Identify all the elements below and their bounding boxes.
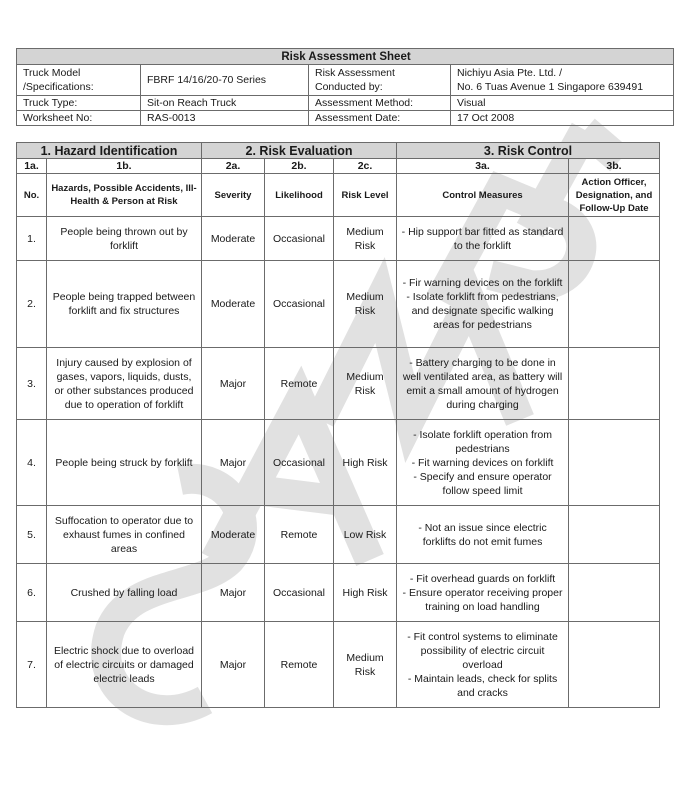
row-control-measures: - Battery charging to be done in well ventilated area, as battery will emit a small amount of hydrogen during charging bbox=[397, 348, 569, 420]
row-control-measures: - Fit overhead guards on forklift - Ensure operator receiving proper training on load handling bbox=[397, 564, 569, 622]
row-severity: Moderate bbox=[202, 261, 265, 348]
code-3a: 3a. bbox=[397, 159, 569, 174]
column-header-likelihood: Likelihood bbox=[265, 174, 334, 217]
row-action-officer bbox=[569, 622, 660, 708]
code-2c: 2c. bbox=[334, 159, 397, 174]
row-severity: Major bbox=[202, 348, 265, 420]
row-control-measures: - Fit control systems to eliminate possibility of electric circuit overload - Maintain leads, check for splits and cracks bbox=[397, 622, 569, 708]
row-severity: Moderate bbox=[202, 506, 265, 564]
worksheet-no-label: Worksheet No: bbox=[17, 111, 141, 126]
assessment-date-label: Assessment Date: bbox=[309, 111, 451, 126]
row-hazard: Suffocation to operator due to exhaust fumes in confined areas bbox=[47, 506, 202, 564]
row-action-officer bbox=[569, 261, 660, 348]
row-no: 3. bbox=[17, 348, 47, 420]
truck-type-value: Sit-on Reach Truck bbox=[141, 96, 309, 111]
row-severity: Major bbox=[202, 564, 265, 622]
row-likelihood: Occasional bbox=[265, 564, 334, 622]
row-hazard: People being struck by forklift bbox=[47, 420, 202, 506]
truck-type-label: Truck Type: bbox=[17, 96, 141, 111]
assessment-info-table bbox=[16, 48, 674, 126]
column-header-risk-level: Risk Level bbox=[334, 174, 397, 217]
row-likelihood: Remote bbox=[265, 506, 334, 564]
table-row bbox=[17, 261, 660, 348]
code-3b: 3b. bbox=[569, 159, 660, 174]
row-action-officer bbox=[569, 506, 660, 564]
worksheet-no-value: RAS-0013 bbox=[141, 111, 309, 126]
truck-model-value: FBRF 14/16/20-70 Series bbox=[141, 65, 309, 96]
code-1a: 1a. bbox=[17, 159, 47, 174]
row-no: 7. bbox=[17, 622, 47, 708]
row-hazard: Electric shock due to overload of electric circuits or damaged electric leads bbox=[47, 622, 202, 708]
row-likelihood: Occasional bbox=[265, 261, 334, 348]
assessment-method-value: Visual bbox=[451, 96, 674, 111]
row-risk-level: Medium Risk bbox=[334, 348, 397, 420]
row-hazard: Crushed by falling load bbox=[47, 564, 202, 622]
column-header-action-officer: Action Officer, Designation, and Follow-Up Date bbox=[569, 174, 660, 217]
conducted-by-value: Nichiyu Asia Pte. Ltd. / No. 6 Tuas Avenue 1 Singapore 639491 bbox=[451, 65, 674, 96]
assessment-date-value: 17 Oct 2008 bbox=[451, 111, 674, 126]
row-hazard: People being trapped between forklift and fix structures bbox=[47, 261, 202, 348]
table-row bbox=[17, 564, 660, 622]
row-no: 2. bbox=[17, 261, 47, 348]
row-action-officer bbox=[569, 564, 660, 622]
row-likelihood: Remote bbox=[265, 348, 334, 420]
table-row bbox=[17, 506, 660, 564]
truck-model-label: Truck Model /Specifications: bbox=[17, 65, 141, 96]
row-action-officer bbox=[569, 420, 660, 506]
row-control-measures: - Hip support bar fitted as standard to the forklift bbox=[397, 217, 569, 261]
assessment-method-label: Assessment Method: bbox=[309, 96, 451, 111]
row-control-measures: - Fir warning devices on the forklift - Isolate forklift from pedestrians, and designate specific walking areas for pedestrians bbox=[397, 261, 569, 348]
row-risk-level: Medium Risk bbox=[334, 622, 397, 708]
table-row bbox=[17, 217, 660, 261]
column-header-hazards: Hazards, Possible Accidents, Ill-Health & Person at Risk bbox=[47, 174, 202, 217]
table-row bbox=[17, 420, 660, 506]
sheet-title: Risk Assessment Sheet bbox=[17, 49, 674, 65]
row-risk-level: Medium Risk bbox=[334, 217, 397, 261]
row-control-measures: - Not an issue since electric forklifts do not emit fumes bbox=[397, 506, 569, 564]
row-likelihood: Remote bbox=[265, 622, 334, 708]
column-header-no: No. bbox=[17, 174, 47, 217]
table-row bbox=[17, 348, 660, 420]
code-1b: 1b. bbox=[47, 159, 202, 174]
section-hazard-identification: 1. Hazard Identification bbox=[17, 143, 202, 159]
section-risk-control: 3. Risk Control bbox=[397, 143, 660, 159]
row-control-measures: - Isolate forklift operation from pedestrians - Fit warning devices on forklift - Specify and ensure operator follow speed limit bbox=[397, 420, 569, 506]
row-no: 5. bbox=[17, 506, 47, 564]
column-header-severity: Severity bbox=[202, 174, 265, 217]
row-risk-level: High Risk bbox=[334, 420, 397, 506]
row-likelihood: Occasional bbox=[265, 420, 334, 506]
row-likelihood: Occasional bbox=[265, 217, 334, 261]
row-no: 6. bbox=[17, 564, 47, 622]
row-action-officer bbox=[569, 348, 660, 420]
column-header-control-measures: Control Measures bbox=[397, 174, 569, 217]
table-row bbox=[17, 622, 660, 708]
row-no: 1. bbox=[17, 217, 47, 261]
code-2b: 2b. bbox=[265, 159, 334, 174]
row-risk-level: Low Risk bbox=[334, 506, 397, 564]
row-hazard: People being thrown out by forklift bbox=[47, 217, 202, 261]
row-hazard: Injury caused by explosion of gases, vapors, liquids, dusts, or other substances produced due to operation of forklift bbox=[47, 348, 202, 420]
row-severity: Moderate bbox=[202, 217, 265, 261]
code-2a: 2a. bbox=[202, 159, 265, 174]
row-severity: Major bbox=[202, 622, 265, 708]
row-risk-level: High Risk bbox=[334, 564, 397, 622]
risk-assessment-table bbox=[16, 142, 660, 708]
row-no: 4. bbox=[17, 420, 47, 506]
row-risk-level: Medium Risk bbox=[334, 261, 397, 348]
conducted-by-label: Risk Assessment Conducted by: bbox=[309, 65, 451, 96]
row-action-officer bbox=[569, 217, 660, 261]
section-risk-evaluation: 2. Risk Evaluation bbox=[202, 143, 397, 159]
row-severity: Major bbox=[202, 420, 265, 506]
